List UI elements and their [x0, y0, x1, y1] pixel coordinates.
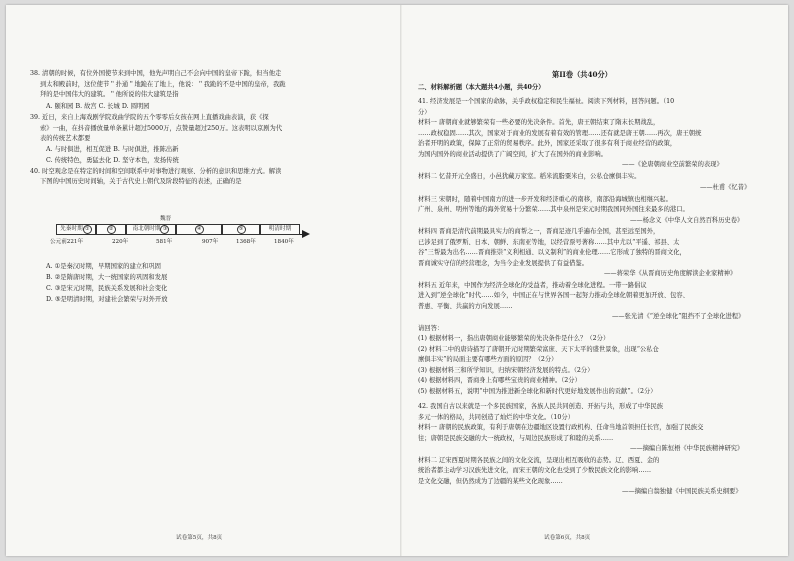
material-five-line: 普惠、平衡、共赢的方向发展…… [418, 302, 513, 310]
q40-option: C. ③是宋元时期，民族关系发展和社会变化 [46, 285, 168, 292]
section-title: 二、材料解析题（本大题共4小题，共40分） [418, 84, 545, 91]
source-citation: ——蒋荣华《从晋商历史角度解读企业家精神》 [604, 270, 737, 277]
q41-line: 为国内国外的商业活动提供了广阔空间，扩大了在国外的商业影响。 [418, 150, 607, 158]
left-text-line: 39. 近日，来自上海戏剧学院戏曲学院的五个零零后女孩在网上直播戏曲表演，获《探 [30, 114, 269, 121]
sub-question: (1) 根据材料一，指出唐朝商业能够繁荣的先决条件是什么？（2分） [418, 335, 610, 342]
part-two-heading: 第II卷（共40分） [552, 70, 612, 79]
timeline-box-4: ④ [176, 224, 222, 235]
timeline-arrow [302, 230, 310, 238]
material-four-line: 材料四 晋商是清代前期最具实力的商帮之一，晋商足迹几乎遍布全国，甚至远至国外， [418, 228, 660, 235]
timeline-year-5: 1368年 [236, 239, 256, 245]
left-text-line: 40. 时空观念是在特定的时间和空间联系中对事物进行观察、分析的意识和思维方式。解读 [30, 168, 282, 175]
q42-line: 42. 我国自古以来就是一个多民族国家，各族人民共同创造、开拓与共，形成了中华民族 [418, 403, 664, 410]
material-line: 材料二 辽宋西夏时期各民族之间的文化交流，呈现出相互吸收的态势。辽、西夏、金的 [418, 456, 660, 464]
material-four-line: 谷”三帮最为出名……晋商推崇“义利相通、以义制利”的商业伦理……它形成了独特的晋商文化， [418, 249, 686, 256]
source-citation: ——摘编自翁独健《中国民族关系史纲要》 [622, 488, 742, 495]
q42-line: 材料一 唐朝的民族政策，有利于唐朝在边疆地区设置行政机构、任命当地首领担任长官，加强了民族交 [418, 424, 704, 431]
source-citation: ——《论唐朝商业空前繁荣的表现》 [622, 161, 723, 168]
left-page [6, 5, 401, 556]
material-four-line: 已涉足到了俄罗斯、日本、朝鲜、东南亚等地，以经营票号著称……其中尤以“平遥、祁县、太 [418, 238, 680, 246]
material-four-line: 晋商诚实守信的经营理念，为当今企业发展提供了有益借鉴。 [418, 259, 589, 267]
left-text-line: C. 传统特色，勇猛去化 D. 坚守本色，发扬传统 [46, 157, 179, 164]
questions-label: 请回答： [418, 324, 444, 332]
timeline-year-1: 公元前221年 [50, 239, 84, 245]
q40-option: D. ⑤是明清时期，对建社会繁荣与对外开放 [46, 296, 168, 303]
source-citation: ——杨念义《中华人文自然百科历史卷》 [630, 216, 744, 224]
left-text-line: 38. 清朝的时候，有位外国使节来到中国，他先声明自己不会向中国的皇帝下跪，但当他走 [30, 70, 282, 77]
left-text-line: 下图的中国历史时间轴，关于古代史上朝代及阶段特征的表述，正确的是 [40, 178, 242, 185]
history-timeline [50, 216, 316, 250]
q42-line: 往；唐朝是民族交融的大一统政权，与周边民族形成了和睦的关系…… [418, 434, 614, 442]
timeline-year-6: 1840年 [274, 239, 294, 245]
q41-line: ……政权稳固……其次，国家对于商业的发展有着有效的管理……还有就是唐王朝……再次，唐王朝统 [418, 129, 702, 137]
sub-question: (2) 材料二中的唐诗描写了唐朝开元时期繁荣富庶、天下太平的盛世景象，出现“公私仓 [418, 345, 659, 353]
left-text-line: 到太和殿前时，这位使节＂扑通＂地跪在了地上，他说：＂我跪的不是中国的皇帝，我跪 [40, 81, 286, 88]
material-two: 材料二 忆昔开元全盛日，小邑犹藏万家室。稻米流脂粟米白，公私仓廪俱丰实。 [418, 172, 641, 180]
left-text-line: A. 颐和园 B. 故宫 C. 长城 D. 圆明园 [46, 103, 150, 110]
source-citation: ——摘编自陈恒梧《中华民族精神研究》 [630, 445, 744, 452]
left-text-line: 表的传统艺术都要 [40, 135, 91, 142]
source-citation: ——张光清《“逆全球化”阻挡不了全球化进程》 [612, 313, 745, 320]
material-five-line: 进入到“逆全球化”时代……如今，中国正在与世界各国一起努力推动全球化朝着更加开放、包容、 [418, 292, 689, 299]
q41-line: 治者开明的政策，保障了正常的贸易秩序。此外，国家还采取了很多有利于商业经营的政策， [418, 140, 677, 147]
timeline-top-label: 魏晋 [160, 216, 172, 222]
left-text-line: A. 与时俱进，相互促进 B. 与时俱进，推陈出新 [46, 146, 179, 153]
timeline-box-3: 南北朝时期 ③ [126, 224, 176, 235]
q41-line: 材料一 唐朝商业就够繁荣有一些必要的先决条件。首先，唐王朝结束了隋末长期战乱， [418, 119, 660, 126]
timeline-box-6: 明清时期 [260, 224, 300, 235]
material-five-line: 材料五 近年来，中国作为经济全球化的受益者，推动着全球化进程。一带一路倡议 [418, 281, 647, 289]
timeline-year-2: 220年 [112, 239, 129, 245]
page-footer-left: 试卷第5页，共8页 [176, 535, 223, 541]
timeline-year-4: 907年 [202, 239, 219, 245]
page-footer-right: 试卷第6页，共8页 [544, 535, 591, 541]
sub-question: (4) 根据材料四，晋商身上有哪些宝贵的商业精神。（2分） [418, 377, 581, 384]
left-text-line: 索》一曲，在抖音播放量单条累计超过5000万，点赞量超过250万。这表明以京剧为代 [40, 125, 283, 132]
material-three-line: 广州、泉州、明州等地的海外贸易十分繁荣……其中泉州是宋元时期我国同外国往来最多的港口。 [418, 206, 689, 213]
sub-question: 廪俱丰实”的局面主要有哪些方面的原因？（2分） [418, 356, 558, 363]
timeline-box-1: 先秦时期 ① [56, 224, 96, 235]
q40-option: A. ①是秦汉时期，早期国家的建立和巩固 [46, 263, 161, 270]
sub-question: (3) 根据材料三和所学知识，归纳宋朝经济发展的特点。（2分） [418, 366, 594, 374]
right-page [404, 5, 788, 556]
timeline-box-5: ⑤ [222, 224, 260, 235]
sub-question: (5) 根据材料五，说明“中国为推进新全球化和新时代更好地发展作出的贡献”。（2分） [418, 387, 657, 395]
source-citation: ——杜甫《忆昔》 [700, 184, 751, 191]
exam-sheet [6, 5, 788, 556]
timeline-box-2: ② [96, 224, 126, 235]
q42-line: 多元一体的格局，共同创造了灿烂的中华文化。（10分） [418, 413, 574, 421]
q40-option: B. ②是隋唐时期，大一统国家的巩固和发展 [46, 274, 168, 281]
material-line: 统治者都主动学习汉族先进文化，而宋王朝的文化也受到了少数民族文化的影响…… [418, 467, 651, 474]
left-text-line: 拜的是中国伟大的建筑。＂他所说的伟大建筑是指 [40, 91, 179, 98]
material-line: 是文化交融，但仍然成为了边疆的某些文化现象…… [418, 477, 563, 485]
timeline-year-3: 581年 [156, 239, 173, 245]
q41-line: 41. 经济发展是一个国家的命脉，关乎政权稳定和民生福祉。阅读下列材料，回答问题。（10 [418, 98, 675, 105]
material-three-line: 材料三 宋朝时，随着中国南方的进一步开发和经济重心的南移，南部沿海城镇也相继兴起。 [418, 195, 672, 203]
q41-line: 分） [418, 108, 431, 116]
